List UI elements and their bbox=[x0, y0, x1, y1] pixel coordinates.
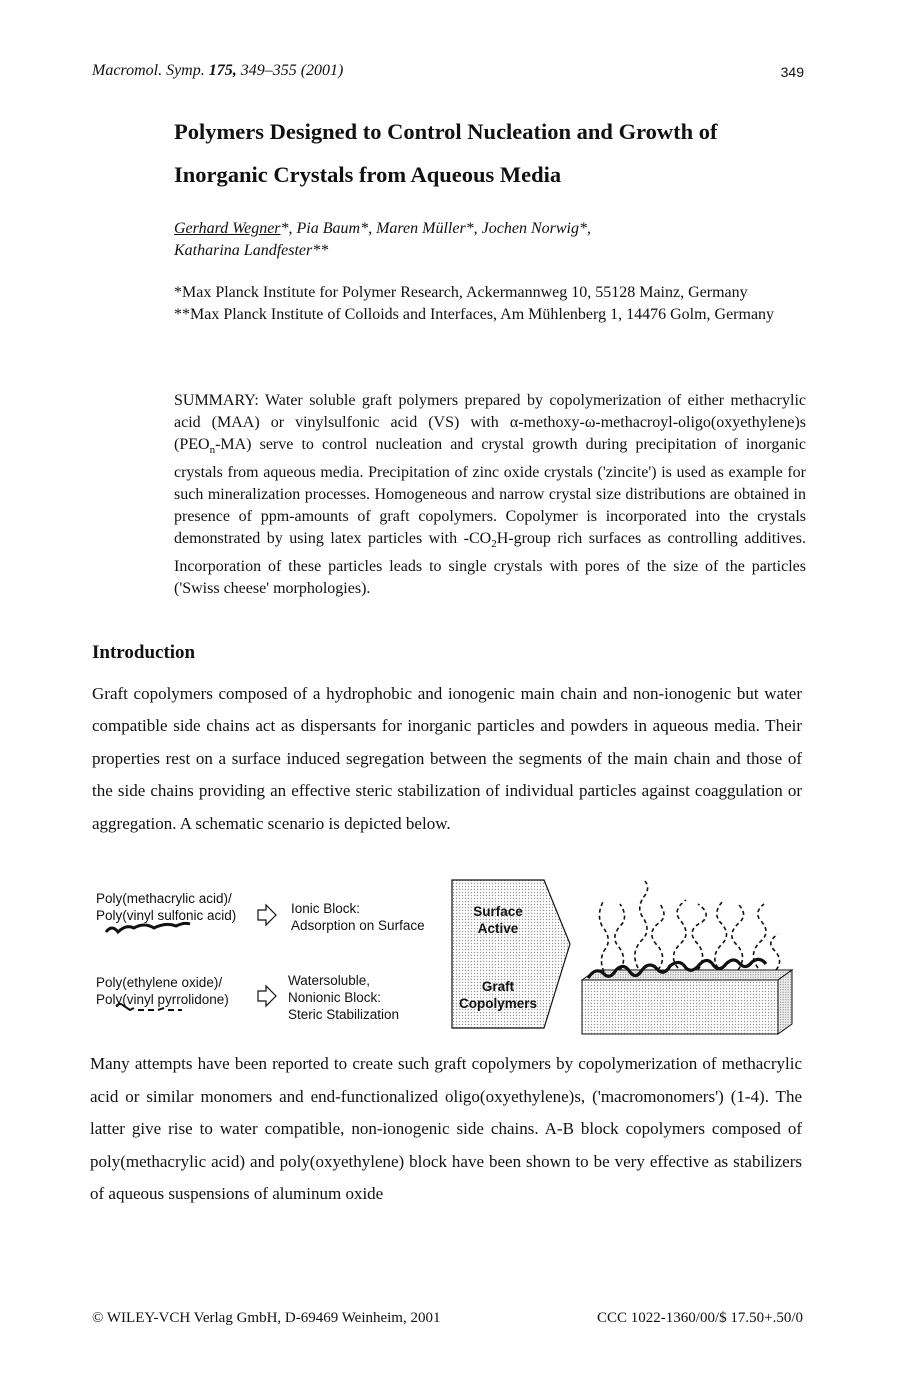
label-ionic-polymers: Poly(methacrylic acid)/ Poly(vinyl sulfonic acid) bbox=[96, 891, 237, 923]
section-heading-introduction: Introduction bbox=[92, 642, 196, 663]
label-nonionic-polymers: Poly(ethylene oxide)/ Poly(vinyl pyrrolidone) bbox=[96, 975, 229, 1007]
page-number: 349 bbox=[780, 64, 804, 80]
affiliations bbox=[174, 282, 806, 325]
affiliation-1: *Max Planck Institute for Polymer Research, Ackermannweg 10, 55128 Mainz, Germany bbox=[174, 284, 748, 301]
schematic-figure bbox=[92, 876, 807, 1036]
author-rest: *, Pia Baum*, Maren Müller*, Jochen Norwig*, bbox=[280, 220, 591, 237]
footer-ccc-code: CCC 1022-1360/00/$ 17.50+.50/0 bbox=[597, 1310, 803, 1326]
paper-title bbox=[174, 110, 814, 196]
title-line-2: Inorganic Crystals from Aqueous Media bbox=[174, 162, 562, 187]
author-line-2: Katharina Landfester** bbox=[174, 242, 329, 259]
journal-citation: Macromol. Symp. 175, 349–355 (2001) bbox=[92, 62, 344, 79]
label-nonionic-block: Watersoluble, Nonionic Block: Steric Stabilization bbox=[288, 973, 400, 1022]
ionic-chain-icon bbox=[106, 923, 190, 932]
label-surface-active: Surface Active bbox=[473, 904, 523, 936]
footer-copyright: © WILEY-VCH Verlag GmbH, D-69469 Weinheim, 2001 bbox=[92, 1310, 441, 1326]
title-line-1: Polymers Designed to Control Nucleation and Growth of bbox=[174, 119, 718, 144]
arrow-icon-top bbox=[258, 905, 276, 925]
running-header bbox=[92, 62, 804, 86]
author-list bbox=[174, 218, 804, 262]
arrow-icon-bottom bbox=[258, 986, 276, 1006]
intro-paragraph-2: Many attempts have been reported to create such graft copolymers by copolymerization of methacrylic acid or similar monomers and end-functionalized oligo(oxyethylene)s, ('macromonomers') (1-4). The latter give rise to water compatible, non-ionogenic side chains. A-B block copolymers composed of poly(methacrylic acid) and poly(oxyethylene) block have been shown to be very effective as stabilizers of aqueous suspensions of aluminum oxide bbox=[90, 1054, 802, 1204]
summary-abstract: SUMMARY: Water soluble graft polymers prepared by copolymerization of either methacrylic acid (MAA) or vinylsulfonic acid (VS) with α-methoxy-ω-methacroyl-oligo(oxyethylene)s $(PEO_n-MA)$ serve to control nucleation and crystal growth during precipitation of inorganic crystals from aqueous media. Precipitation of zinc oxide crystals ('zincite') is used as example for such mineralization processes. Homogeneous and narrow crystal size distributions are obtained in presence of ppm-amounts of graft copolymers. Copolymer is incorporated into the crystals demonstrated by using latex particles with $-CO_2H$-group rich surfaces as controlling additives. Incorporation of these particles leads to single crystals with pores of the size of the particles ('Swiss cheese' morphologies). bbox=[174, 392, 807, 597]
brush-side-chains-icon bbox=[599, 880, 779, 972]
affiliation-2: **Max Planck Institute of Colloids and Interfaces, Am Mühlenberg 1, 14476 Golm, Germany bbox=[174, 305, 775, 323]
label-graft-copolymers: Graft Copolymers bbox=[458, 979, 538, 1011]
intro-paragraph-1: Graft copolymers composed of a hydrophobic and ionogenic main chain and non-ionogenic but water compatible side chains act as dispersants for inorganic particles and powders in aqueous media. Their properties rest on a surface induced segregation between the segments of the main chain and those of the side chains providing an effective steric stabilization of individual particles against coaggulation or aggregation. A schematic scenario is depicted below. bbox=[92, 684, 802, 833]
author-first: Gerhard Wegner bbox=[174, 220, 281, 237]
label-ionic-block: Ionic Block: Adsorption on Surface bbox=[291, 901, 425, 933]
substrate-block-icon bbox=[582, 970, 792, 1034]
